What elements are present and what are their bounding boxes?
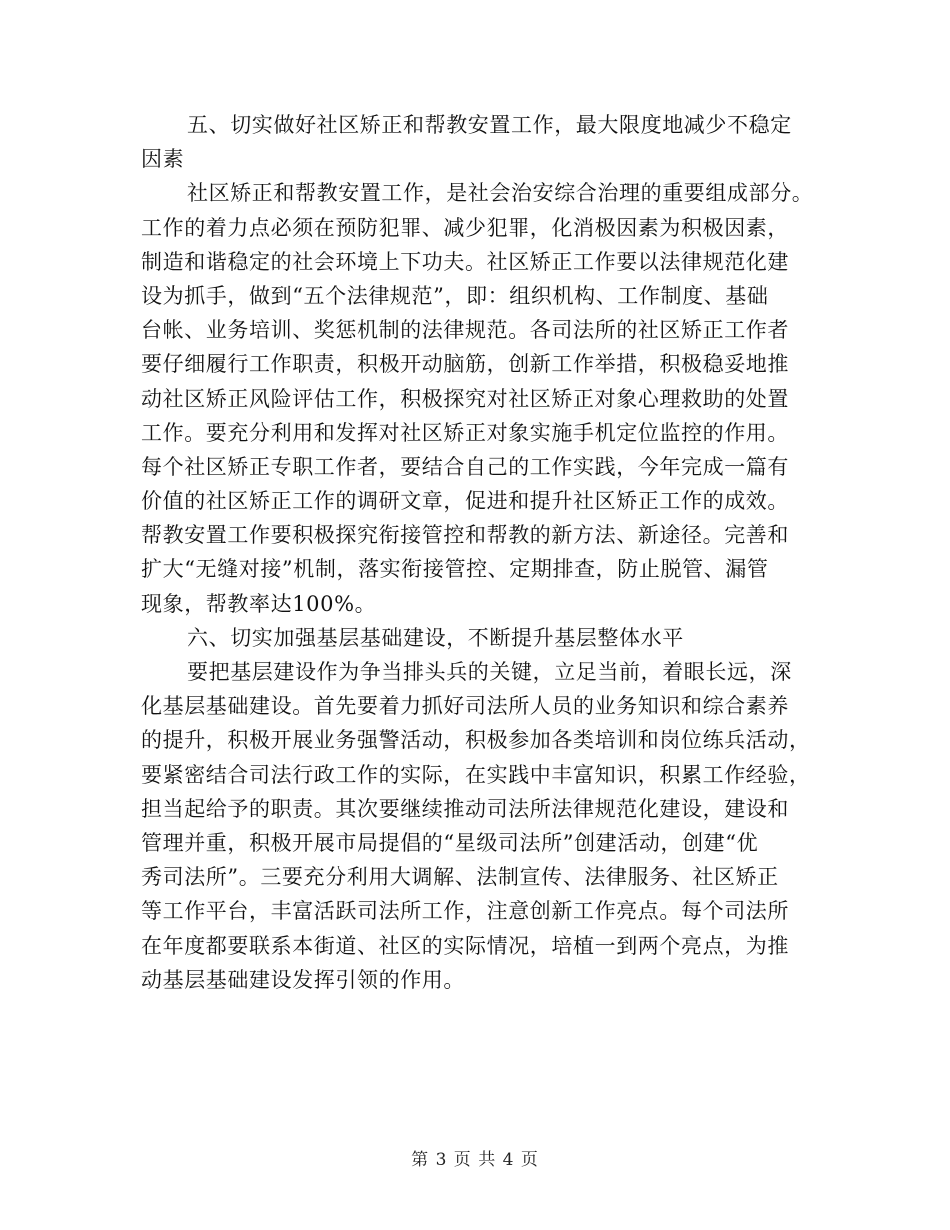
text-line: 制造和谐稳定的社会环境上下功夫。社区矫正工作要以法律规范化建 bbox=[141, 249, 789, 274]
text-line: 因素 bbox=[141, 147, 185, 172]
page-footer: 第 3 页 共 4 页 bbox=[411, 1150, 539, 1170]
text-line: 工作的着力点必须在预防犯罪、减少犯罪，化消极因素为积极因素， bbox=[141, 215, 789, 240]
text-line: 五、切实做好社区矫正和帮教安置工作，最大限度地减少不稳定 bbox=[187, 113, 792, 137]
text-line: 等工作平台，丰富活跃司法所工作，注意创新工作亮点。每个司法所 bbox=[141, 899, 789, 924]
text-line: 六、切实加强基层基础建设，不断提升基层整体水平 bbox=[187, 625, 684, 650]
text-line: 管理并重，积极开展市局提倡的“星级司法所”创建活动，创建“优 bbox=[141, 830, 759, 855]
text-line: 要把基层建设作为争当排头兵的关键，立足当前，着眼长远，深 bbox=[187, 660, 792, 684]
document-body bbox=[141, 108, 813, 997]
text-line: 社区矫正和帮教安置工作，是社会治安综合治理的重要组成部分。 bbox=[187, 181, 814, 206]
text-line: 扩大“无缝对接”机制，落实衔接管控、定期排查，防止脱管、漏管 bbox=[141, 557, 769, 582]
text-line: 动基层基础建设发挥引领的作用。 bbox=[141, 967, 465, 992]
text-line: 化基层基础建设。首先要着力抓好司法所人员的业务知识和综合素养 bbox=[141, 694, 789, 719]
text-line: 每个社区矫正专职工作者，要结合自己的工作实践，今年完成一篇有 bbox=[141, 454, 789, 479]
text-line: 担当起给予的职责。其次要继续推动司法所法律规范化建设，建设和 bbox=[141, 796, 789, 821]
text-line: 的提升，积极开展业务强警活动，积极参加各类培训和岗位练兵活动， bbox=[141, 728, 811, 753]
text-line: 设为抓手，做到“五个法律规范”，即：组织机构、工作制度、基础 bbox=[141, 283, 769, 308]
text-line: 要仔细履行工作职责，积极开动脑筋，创新工作举措，积极稳妥地推 bbox=[141, 352, 789, 377]
text-line: 价值的社区矫正工作的调研文章，促进和提升社区矫正工作的成效。 bbox=[141, 489, 789, 514]
text-line: 动社区矫正风险评估工作，积极探究对社区矫正对象心理救助的处置 bbox=[141, 386, 789, 411]
text-line: 要紧密结合司法行政工作的实际，在实践中丰富知识，积累工作经验， bbox=[141, 762, 811, 787]
text-line: 工作。要充分利用和发挥对社区矫正对象实施手机定位监控的作用。 bbox=[141, 420, 789, 445]
text-line: 在年度都要联系本街道、社区的实际情况，培植一到两个亮点，为推 bbox=[141, 933, 789, 958]
text-line: 台帐、业务培训、奖惩机制的法律规范。各司法所的社区矫正工作者 bbox=[141, 318, 789, 343]
text-line: 帮教安置工作要积极探究衔接管控和帮教的新方法、新途径。完善和 bbox=[141, 523, 789, 548]
text-line: 秀司法所”。三要充分利用大调解、法制宣传、法律服务、社区矫正 bbox=[141, 865, 779, 890]
text-line: 现象，帮教率达100%。 bbox=[141, 591, 377, 616]
